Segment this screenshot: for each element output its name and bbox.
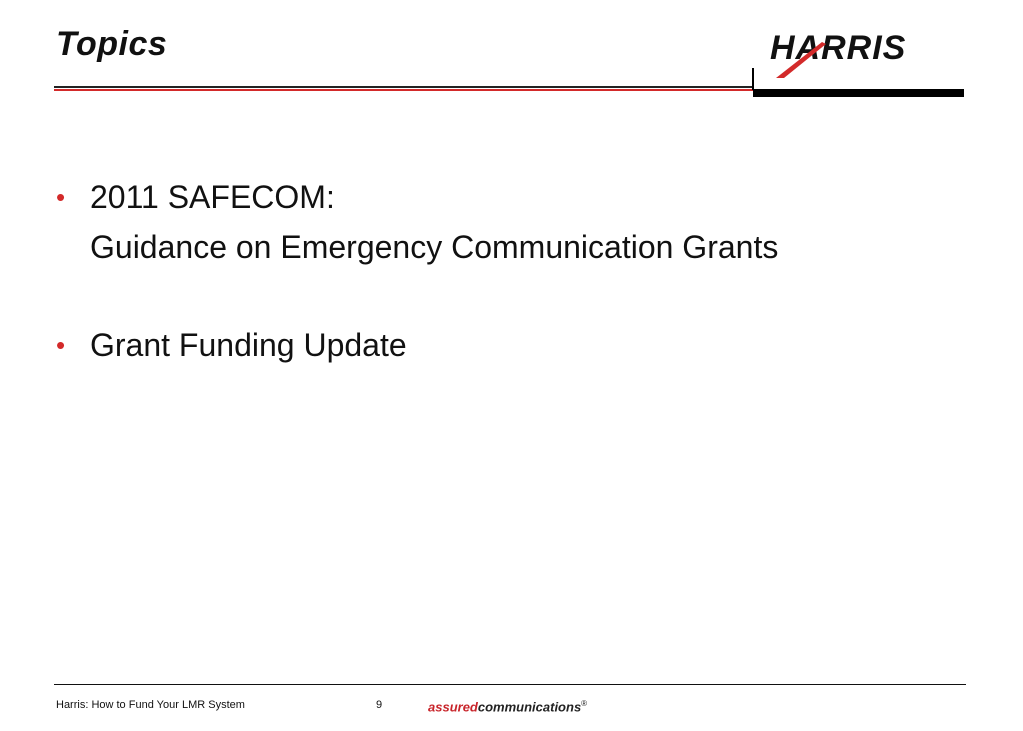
bullet-text: Grant Funding Update [90, 327, 407, 363]
slide-title: Topics [56, 25, 168, 63]
tagline-communications: communications [477, 699, 582, 715]
header-tick [752, 68, 754, 90]
bullet-icon: • [56, 330, 66, 360]
page-number: 9 [376, 699, 383, 711]
bullet-text: 2011 SAFECOM: [90, 179, 335, 215]
logo-swoosh-icon [770, 28, 950, 82]
bullet-item [56, 320, 956, 370]
logo-text: HARRIS [770, 29, 907, 67]
harris-logo-icon [770, 28, 950, 82]
footer-text: Harris: How to Fund Your LMR System [56, 699, 245, 711]
bullet-icon: • [56, 182, 66, 212]
header-divider [54, 86, 754, 88]
header-thick-bar [753, 89, 964, 97]
tagline-assured: assured [428, 699, 478, 715]
bullet-item [56, 172, 956, 272]
footer-divider [54, 684, 966, 685]
tagline-mark: ® [581, 699, 588, 708]
assured-communications-logo [428, 696, 587, 715]
header-accent-divider [54, 89, 754, 91]
bullet-list [56, 172, 956, 370]
bullet-subtext: Guidance on Emergency Communication Grants [90, 229, 779, 265]
